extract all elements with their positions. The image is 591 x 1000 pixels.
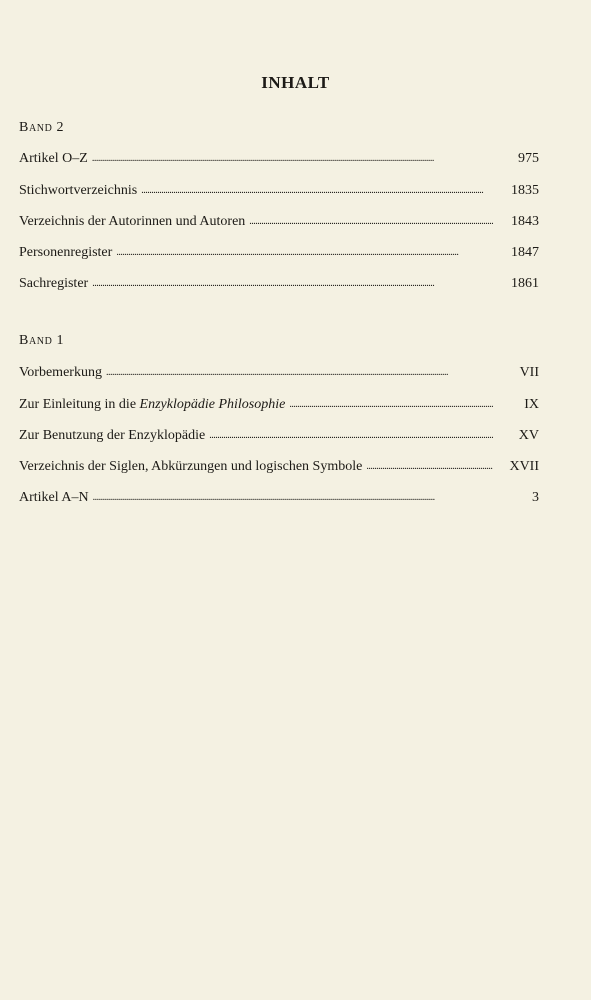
toc-entry-page: XVII bbox=[509, 459, 539, 474]
toc-entry-page: VII bbox=[519, 365, 539, 380]
leader-dots bbox=[116, 243, 493, 263]
toc-entry-page: 1835 bbox=[511, 183, 539, 198]
toc-entry-personenregister[interactable] bbox=[19, 243, 539, 263]
toc-entry-label: Sachregister bbox=[19, 276, 89, 291]
section-heading-band-1: Band 1 bbox=[19, 333, 65, 348]
toc-entry-label: Vorbemerkung bbox=[19, 365, 102, 380]
toc-entry-label-prefix: Zur Einleitung in die bbox=[19, 397, 140, 412]
toc-entry-siglenverzeichnis[interactable] bbox=[19, 457, 539, 477]
toc-entry-label: Artikel O–Z bbox=[19, 151, 88, 166]
section-heading-band-2: Band 2 bbox=[19, 120, 65, 135]
page-title: INHALT bbox=[261, 73, 330, 92]
leader-dots bbox=[289, 395, 493, 415]
toc-entry-autorenverzeichnis[interactable] bbox=[19, 212, 539, 232]
leader-dots bbox=[366, 457, 493, 477]
toc-entry-label: Verzeichnis der Autorinnen und Autoren bbox=[19, 214, 246, 229]
toc-entry-label: Stichwortverzeichnis bbox=[19, 183, 138, 198]
toc-entry-artikel-a-n[interactable] bbox=[19, 488, 539, 508]
toc-entry-page: 3 bbox=[532, 490, 539, 505]
leader-dots bbox=[249, 212, 493, 232]
toc-entry-page: 1847 bbox=[511, 245, 539, 260]
toc-entry-label bbox=[19, 395, 285, 415]
toc-entry-page: 1843 bbox=[511, 214, 539, 229]
leader-dots bbox=[93, 488, 493, 508]
toc-entry-benutzung[interactable] bbox=[19, 426, 539, 446]
toc-entry-page: 975 bbox=[518, 151, 539, 166]
toc-entry-page: XV bbox=[518, 428, 539, 443]
toc-entry-page: IX bbox=[524, 397, 539, 412]
leader-dots bbox=[92, 274, 493, 294]
toc-entry-vorbemerkung[interactable] bbox=[19, 363, 539, 383]
toc-entry-label: Verzeichnis der Siglen, Abkürzungen und logischen Symbole bbox=[19, 459, 363, 474]
toc-entry-artikel-o-z[interactable] bbox=[19, 149, 539, 169]
toc-entry-label: Zur Benutzung der Enzyklopädie bbox=[19, 428, 206, 443]
toc-entry-einleitung[interactable] bbox=[19, 395, 539, 415]
leader-dots bbox=[106, 363, 493, 383]
toc-entry-label: Artikel A–N bbox=[19, 490, 89, 505]
toc-entry-sachregister[interactable] bbox=[19, 274, 539, 294]
toc-entry-stichwortverzeichnis[interactable] bbox=[19, 181, 539, 201]
toc-entry-label-italic: Enzyklopädie Philosophie bbox=[139, 397, 286, 412]
toc-entry-page: 1861 bbox=[511, 276, 539, 291]
leader-dots bbox=[141, 181, 493, 201]
leader-dots bbox=[92, 149, 493, 169]
toc-entry-label: Personenregister bbox=[19, 245, 113, 260]
leader-dots bbox=[209, 426, 493, 446]
